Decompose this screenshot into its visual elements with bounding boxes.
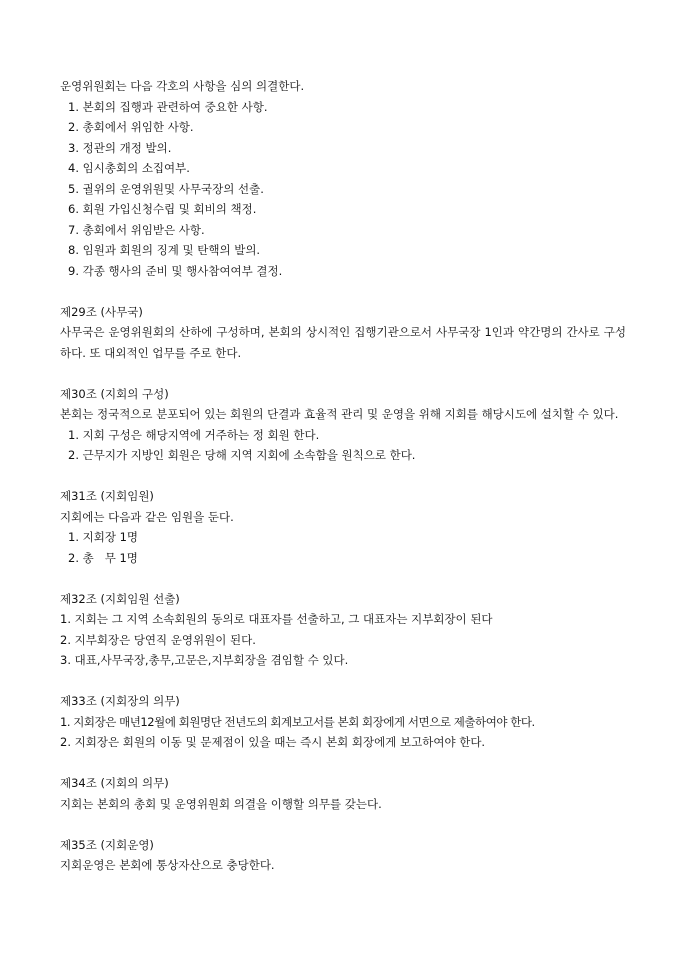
spacer bbox=[60, 281, 626, 302]
article-30-heading: 제30조 (지회의 구성) bbox=[60, 386, 169, 401]
article-32-item-2: 2. 지부회장은 당연직 운영위원이 된다. bbox=[60, 632, 256, 647]
spacer bbox=[60, 753, 626, 774]
article-35-body: 지회운영은 본회에 통상자산으로 충당한다. bbox=[60, 858, 275, 872]
article-32-item-1: 1. 지회는 그 지역 소속회원의 동의로 대표자를 선출하고, 그 대표자는 지부회장이 된다 bbox=[60, 612, 493, 626]
article-33-item-1: 1. 지회장은 매년12월에 회원명단 전년도의 회계보고서를 본회 회장에게 서면으로 제출하여야 한다. bbox=[60, 714, 535, 729]
spacer bbox=[60, 363, 626, 384]
committee-item-4: 4. 임시총회의 소집여부. bbox=[68, 161, 190, 175]
committee-item-5: 5. 궐위의 운영위원및 사무국장의 선출. bbox=[68, 181, 264, 196]
article-34-heading: 제34조 (지회의 의무) bbox=[60, 776, 169, 790]
committee-intro: 운영위원회는 다음 각호의 사항을 심의 의결한다. bbox=[60, 79, 305, 93]
article-33-item-2: 2. 지회장은 회원의 이동 및 문제점이 있을 때는 즉시 본회 회장에게 보고하여야 한다. bbox=[60, 735, 486, 749]
document-page bbox=[60, 76, 626, 876]
spacer bbox=[60, 671, 626, 692]
spacer bbox=[60, 568, 626, 589]
article-31-item-2: 2. 총 무 1명 bbox=[68, 550, 138, 565]
article-32-heading: 제32조 (지회임원 선출) bbox=[60, 591, 180, 606]
article-30-item-1: 1. 지회 구성은 해당지역에 거주하는 정 회원 한다. bbox=[68, 427, 320, 442]
article-35-heading: 제35조 (지회운영) bbox=[60, 837, 154, 852]
article-34-body: 지회는 본회의 총회 및 운영위원회 의결을 이행할 의무를 갖는다. bbox=[60, 796, 382, 811]
committee-item-6: 6. 회원 가입신청수립 및 회비의 책정. bbox=[68, 202, 257, 216]
article-30-body: 본회는 정국적으로 분포되어 있는 회원의 단결과 효율적 관리 및 운영을 위해 지회를 해당시도에 설치할 수 있다. bbox=[60, 407, 619, 421]
article-33-heading: 제33조 (지회장의 의무) bbox=[60, 694, 180, 708]
article-32-item-3: 3. 대표,사무국장,총무,고문은,지부회장을 겸임할 수 있다. bbox=[60, 653, 349, 667]
committee-item-7: 7. 총회에서 위임받은 사항. bbox=[68, 222, 205, 237]
article-31-heading: 제31조 (지회임원) bbox=[60, 489, 154, 503]
committee-item-1: 1. 본회의 집행과 관련하여 중요한 사항. bbox=[68, 99, 268, 114]
article-31-item-1: 1. 지회장 1명 bbox=[68, 530, 139, 544]
committee-item-2: 2. 총회에서 위임한 사항. bbox=[68, 120, 194, 134]
spacer bbox=[60, 814, 626, 835]
article-30-item-2: 2. 근무지가 지방인 회원은 당해 지역 지회에 소속함을 원칙으로 한다. bbox=[68, 448, 416, 462]
committee-item-8: 8. 임원과 회원의 징계 및 탄핵의 발의. bbox=[68, 243, 261, 257]
article-29-body: 사무국은 운영위원회의 산하에 구성하며, 본회의 상시적인 집행기관으로서 사무국장 1인과 약간명의 간사로 구성하다. 또 대외적인 업무를 주로 한다. bbox=[60, 325, 626, 360]
committee-item-3: 3. 정관의 개정 발의. bbox=[68, 140, 172, 155]
committee-item-9: 9. 각종 행사의 준비 및 행사참여여부 결정. bbox=[68, 263, 283, 278]
spacer bbox=[60, 466, 626, 487]
article-31-body: 지회에는 다음과 같은 임원을 둔다. bbox=[60, 509, 234, 524]
article-29-heading: 제29조 (사무국) bbox=[60, 304, 143, 319]
